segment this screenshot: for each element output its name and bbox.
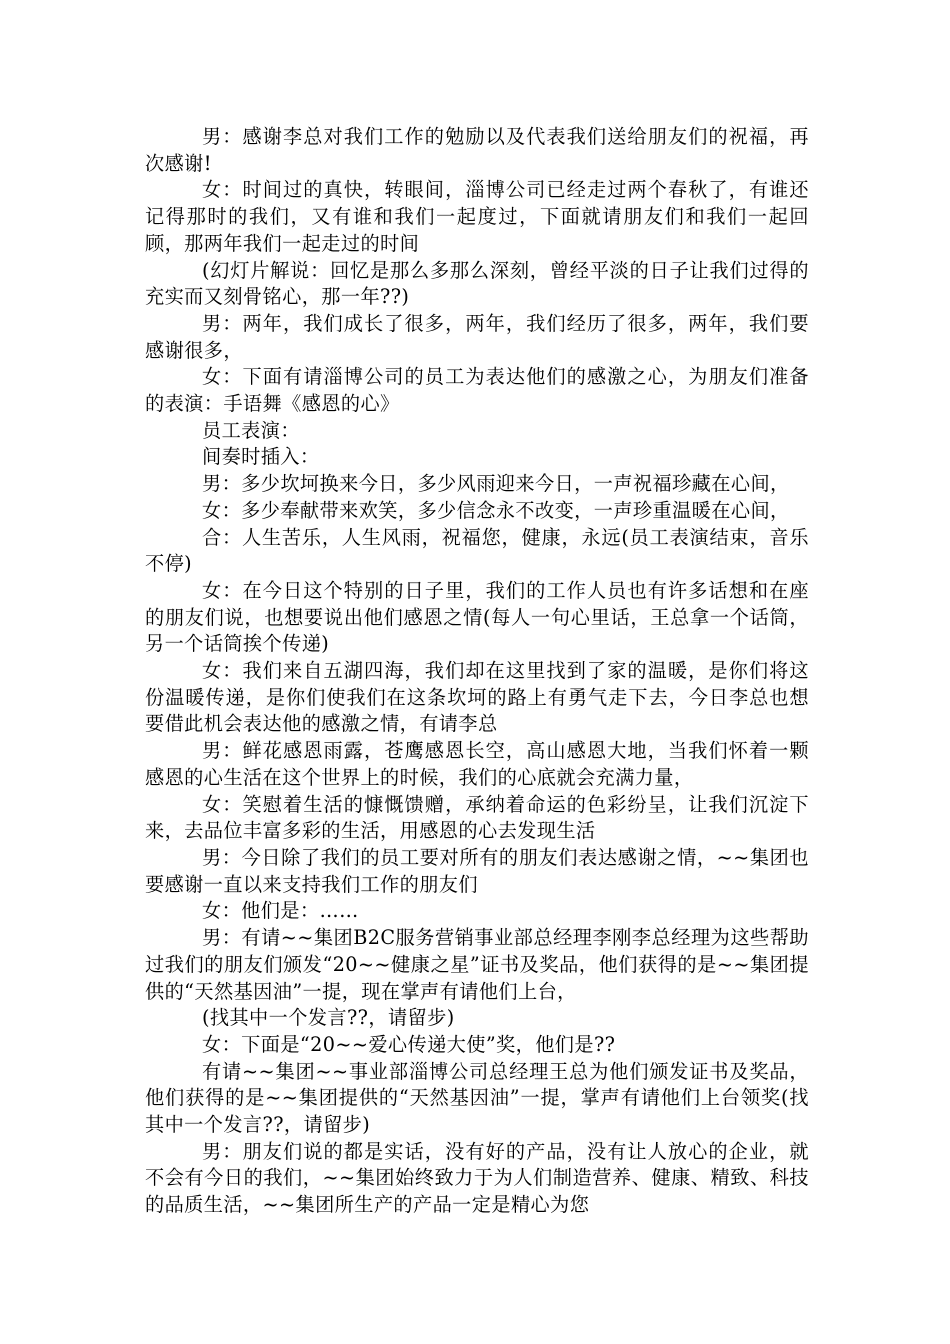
paragraph: 男：多少坎坷换来今日，多少风雨迎来今日，一声祝福珍藏在心间， xyxy=(202,472,790,496)
paragraph: 女：下面有请淄博公司的员工为表达他们的感激之心，为朋友们准备的表演：手语舞《感恩的心》 xyxy=(145,365,809,416)
paragraph: 男：朋友们说的都是实话，没有好的产品，没有让人放心的企业，就不会有今日的我们，~~集团始终致力于为人们制造营养、健康、精致、科技的品质生活，~~集团所生产的产品一定是精心为您 xyxy=(145,1139,809,1217)
paragraph: 间奏时插入： xyxy=(202,445,320,469)
paragraph: 女：他们是：…… xyxy=(202,899,359,923)
paragraph: 员工表演： xyxy=(202,418,300,442)
paragraph: 女：在今日这个特别的日子里，我们的工作人员也有许多话想和在座的朋友们说，也想要说出他们感恩之情(每人一句心里话，王总拿一个话筒，另一个话筒挨个传递) xyxy=(145,578,809,656)
paragraph: 女：下面是“20~~爱心传递大使”奖，他们是?? xyxy=(202,1032,616,1056)
paragraph: (幻灯片解说：回忆是那么多那么深刻，曾经平淡的日子让我们过得的充实而又刻骨铭心，那一年??) xyxy=(145,258,809,309)
paragraph: 女：我们来自五湖四海，我们却在这里找到了家的温暖，是你们将这份温暖传递，是你们使我们在这条坎坷的路上有勇气走下去，今日李总也想要借此机会表达他的感激之情，有请李总 xyxy=(145,659,809,736)
paragraph: 男：两年，我们成长了很多，两年，我们经历了很多，两年，我们要感谢很多， xyxy=(145,311,809,362)
paragraph: 男：感谢李总对我们工作的勉励以及代表我们送给朋友们的祝福，再次感谢! xyxy=(145,125,809,175)
paragraph: 女：多少奉献带来欢笑，多少信念永不改变，一声珍重温暖在心间， xyxy=(202,498,790,522)
paragraph: 男：今日除了我们的员工要对所有的朋友们表达感谢之情，~~集团也要感谢一直以来支持我们工作的朋友们 xyxy=(145,845,809,896)
paragraph: (找其中一个发言??，请留步) xyxy=(202,1006,455,1030)
paragraph: 男：鲜花感恩雨露，苍鹰感恩长空，高山感恩大地，当我们怀着一颗感恩的心生活在这个世界上的时候，我们的心底就会充满力量， xyxy=(145,739,809,789)
document-body xyxy=(145,124,809,1219)
paragraph: 女：时间过的真快，转眼间，淄博公司已经走过两个春秋了，有谁还记得那时的我们，又有谁和我们一起度过，下面就请朋友们和我们一起回顾，那两年我们一起走过的时间 xyxy=(145,178,809,255)
paragraph: 有请~~集团~~事业部淄博公司总经理王总为他们颁发证书及奖品，他们获得的是~~集团提供的“天然基因油”一提，掌声有请他们上台领奖(找其中一个发言??，请留步) xyxy=(145,1059,809,1137)
paragraph: 女：笑慰着生活的慷慨馈赠，承纳着命运的色彩纷呈，让我们沉淀下来，去品位丰富多彩的生活，用感恩的心去发现生活 xyxy=(145,792,809,843)
paragraph: 合：人生苦乐，人生风雨，祝福您，健康，永远(员工表演结束，音乐不停) xyxy=(145,525,809,576)
paragraph: 男：有请~~集团B2C服务营销事业部总经理李刚李总经理为这些帮助过我们的朋友们颁发“20~~健康之星”证书及奖品，他们获得的是~~集团提供的“天然基因油”一提，现在掌声有请他们上台， xyxy=(145,926,809,1003)
